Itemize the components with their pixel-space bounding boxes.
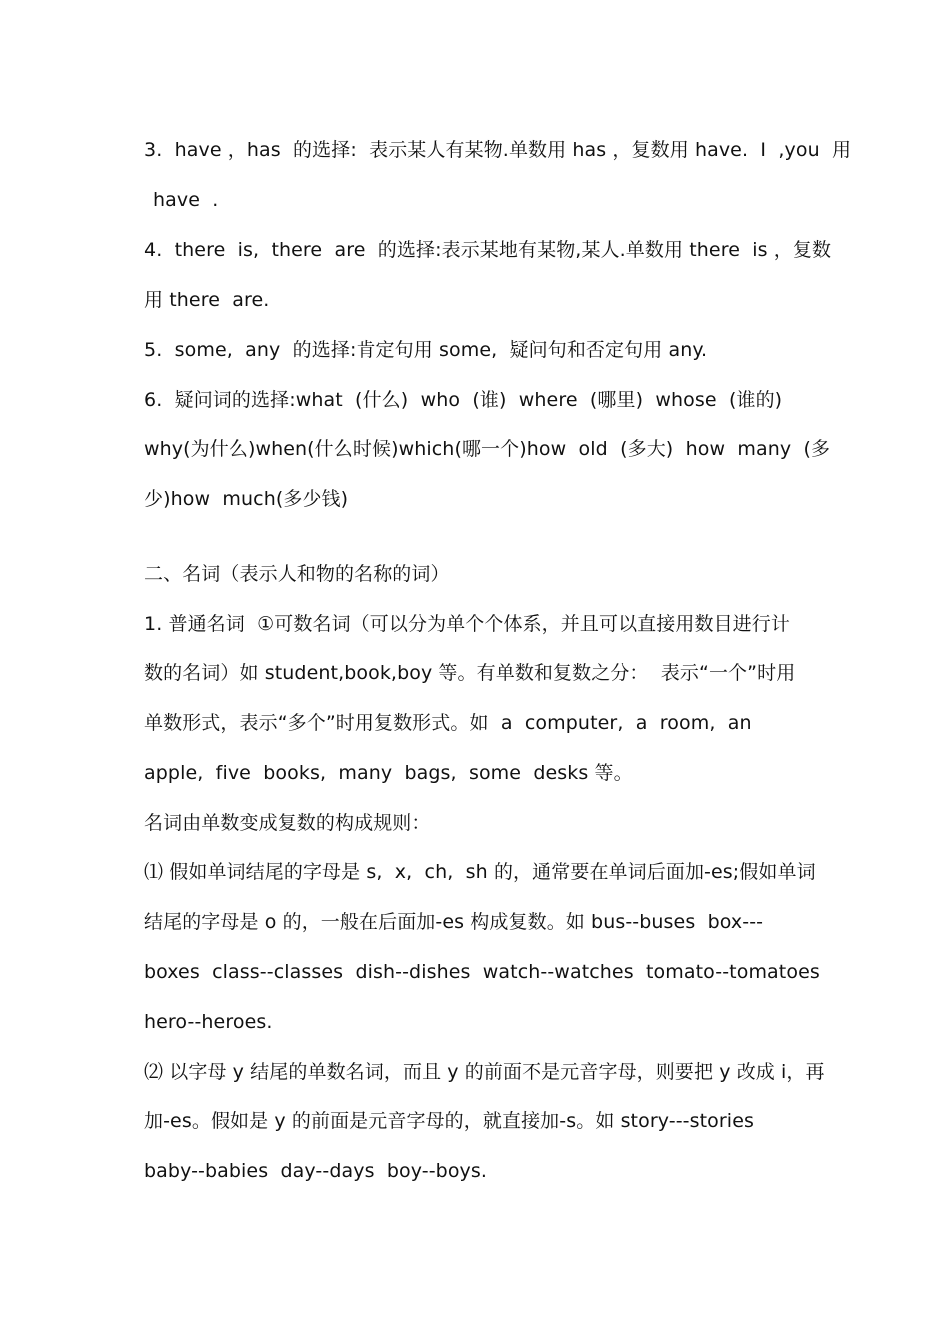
text-line: boxes class--classes dish--dishes watch--watches tomato--tomatoes	[144, 961, 820, 983]
text-line: ⑴ 假如单词结尾的字母是 s, x, ch, sh 的，通常要在单词后面加-es;假如单词	[144, 861, 816, 883]
text-line: have .	[153, 189, 219, 211]
text-line: 少)how much(多少钱)	[144, 488, 349, 510]
text-line: 4. there is, there are 的选择:表示某地有某物,某人.单数用 there is ，复数	[144, 239, 832, 261]
text-line: 名词由单数变成复数的构成规则：	[144, 812, 431, 834]
text-line: why(为什么)when(什么时候)which(哪一个)how old (多大) how many (多	[144, 438, 831, 460]
text-line: 加-es。假如是 y 的前面是元音字母的，就直接加-s。如 story---stories	[144, 1110, 754, 1132]
section-heading: 二、名词（表示人和物的名称的词）	[144, 563, 450, 585]
text-line: baby--babies day--days boy--boys.	[144, 1160, 488, 1182]
text-line: hero--heroes.	[144, 1011, 273, 1033]
text-line: 3. have ，has 的选择: 表示某人有某物.单数用 has ，复数用 have. I ,you 用	[144, 139, 852, 161]
text-line: ⑵ 以字母 y 结尾的单数名词，而且 y 的前面不是元音字母，则要把 y 改成 i，再	[144, 1061, 825, 1083]
text-line: 6. 疑问词的选择:what (什么) who (谁) where (哪里) whose (谁的)	[144, 389, 783, 411]
text-line: 用 there are.	[144, 289, 270, 311]
text-line: 数的名词）如 student,book,boy 等。有单数和复数之分： 表示“一个”时用	[144, 662, 796, 684]
text-line: 1. 普通名词 ①可数名词（可以分为单个个体系，并且可以直接用数目进行计	[144, 613, 790, 635]
text-line: apple, five books, many bags, some desks 等。	[144, 762, 633, 784]
text-line: 5. some, any 的选择:肯定句用 some, 疑问句和否定句用 any.	[144, 339, 708, 361]
text-line: 单数形式，表示“多个”时用复数形式。如 a computer, a room, an	[144, 712, 752, 734]
text-line: 结尾的字母是 o 的，一般在后面加-es 构成复数。如 bus--buses box---	[144, 911, 764, 933]
